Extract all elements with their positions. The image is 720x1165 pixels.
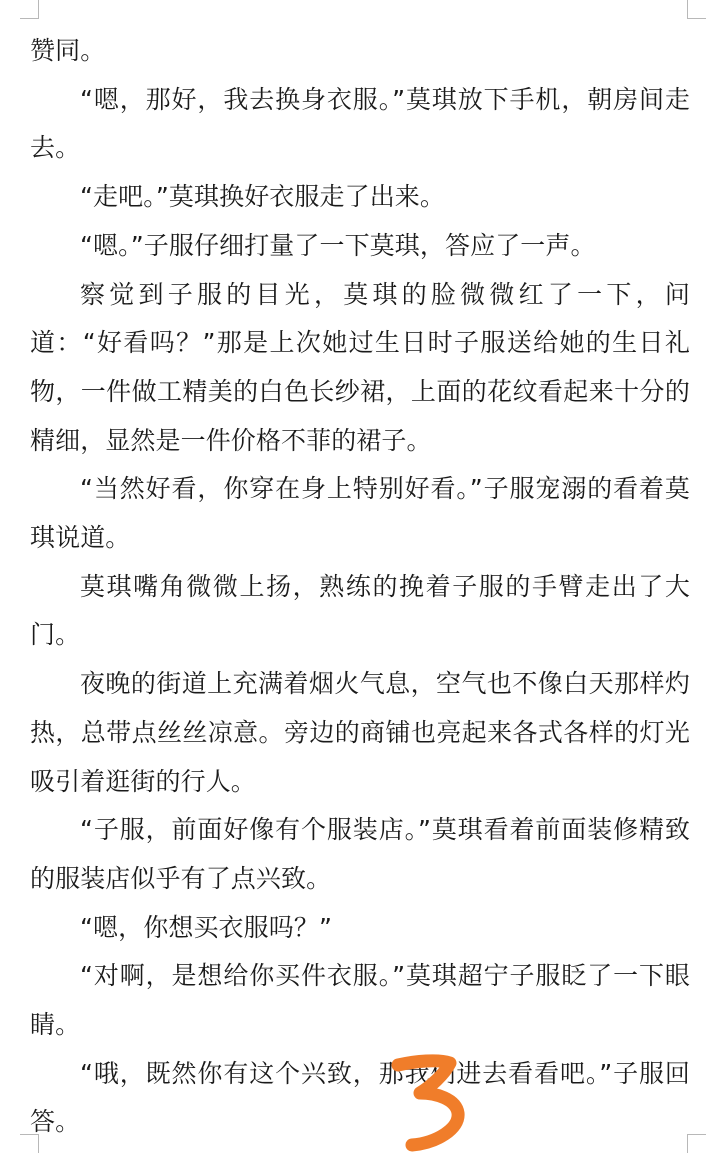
paragraph: “嗯，你想买衣服吗？” xyxy=(80,912,333,942)
paragraph: “当然好看，你穿在身上特别好看。”子服宠溺的看着莫琪说道。 xyxy=(30,474,690,553)
document-body xyxy=(30,27,690,1147)
paragraph: 莫琪嘴角微微上扬，熟练的挽着子服的手臂走出了大门。 xyxy=(30,571,690,650)
paragraph: 夜晚的街道上充满着烟火气息，空气也不像白天那样灼热，总带点丝丝凉意。旁边的商铺也亮起来各式各样的灯光吸引着逛街的行人。 xyxy=(30,669,690,796)
paragraph: “哦，既然你有这个兴致，那我们进去看看吧。”子服回答。 xyxy=(30,1058,690,1137)
paragraph: “走吧。”莫琪换好衣服走了出来。 xyxy=(80,182,446,212)
paragraph: “对啊，是想给你买件衣服。”莫琪超宁子服眨了一下眼睛。 xyxy=(30,961,690,1040)
paragraph: 赞同。 xyxy=(30,36,106,65)
paragraph: “嗯，那好，我去换身衣服。”莫琪放下手机，朝房间走去。 xyxy=(30,84,690,163)
paragraph: “嗯。”子服仔细打量了一下莫琪，答应了一声。 xyxy=(80,230,596,260)
paragraph: 察觉到子服的目光，莫琪的脸微微红了一下，问道：“好看吗？”那是上次她过生日时子服送给她的生日礼物，一件做工精美的白色长纱裙，上面的花纹看起来十分的精细，显然是一件价格不菲的裙子。 xyxy=(30,279,690,455)
crop-mark-top-right-icon xyxy=(687,0,706,19)
page-number-stroke xyxy=(398,1061,458,1145)
paragraph: “子服，前面好像有个服装店。”莫琪看着前面装修精致的服装店似乎有了点兴致。 xyxy=(30,815,690,893)
handwritten-page-number xyxy=(386,1053,476,1153)
crop-mark-top-left-icon xyxy=(20,0,39,19)
